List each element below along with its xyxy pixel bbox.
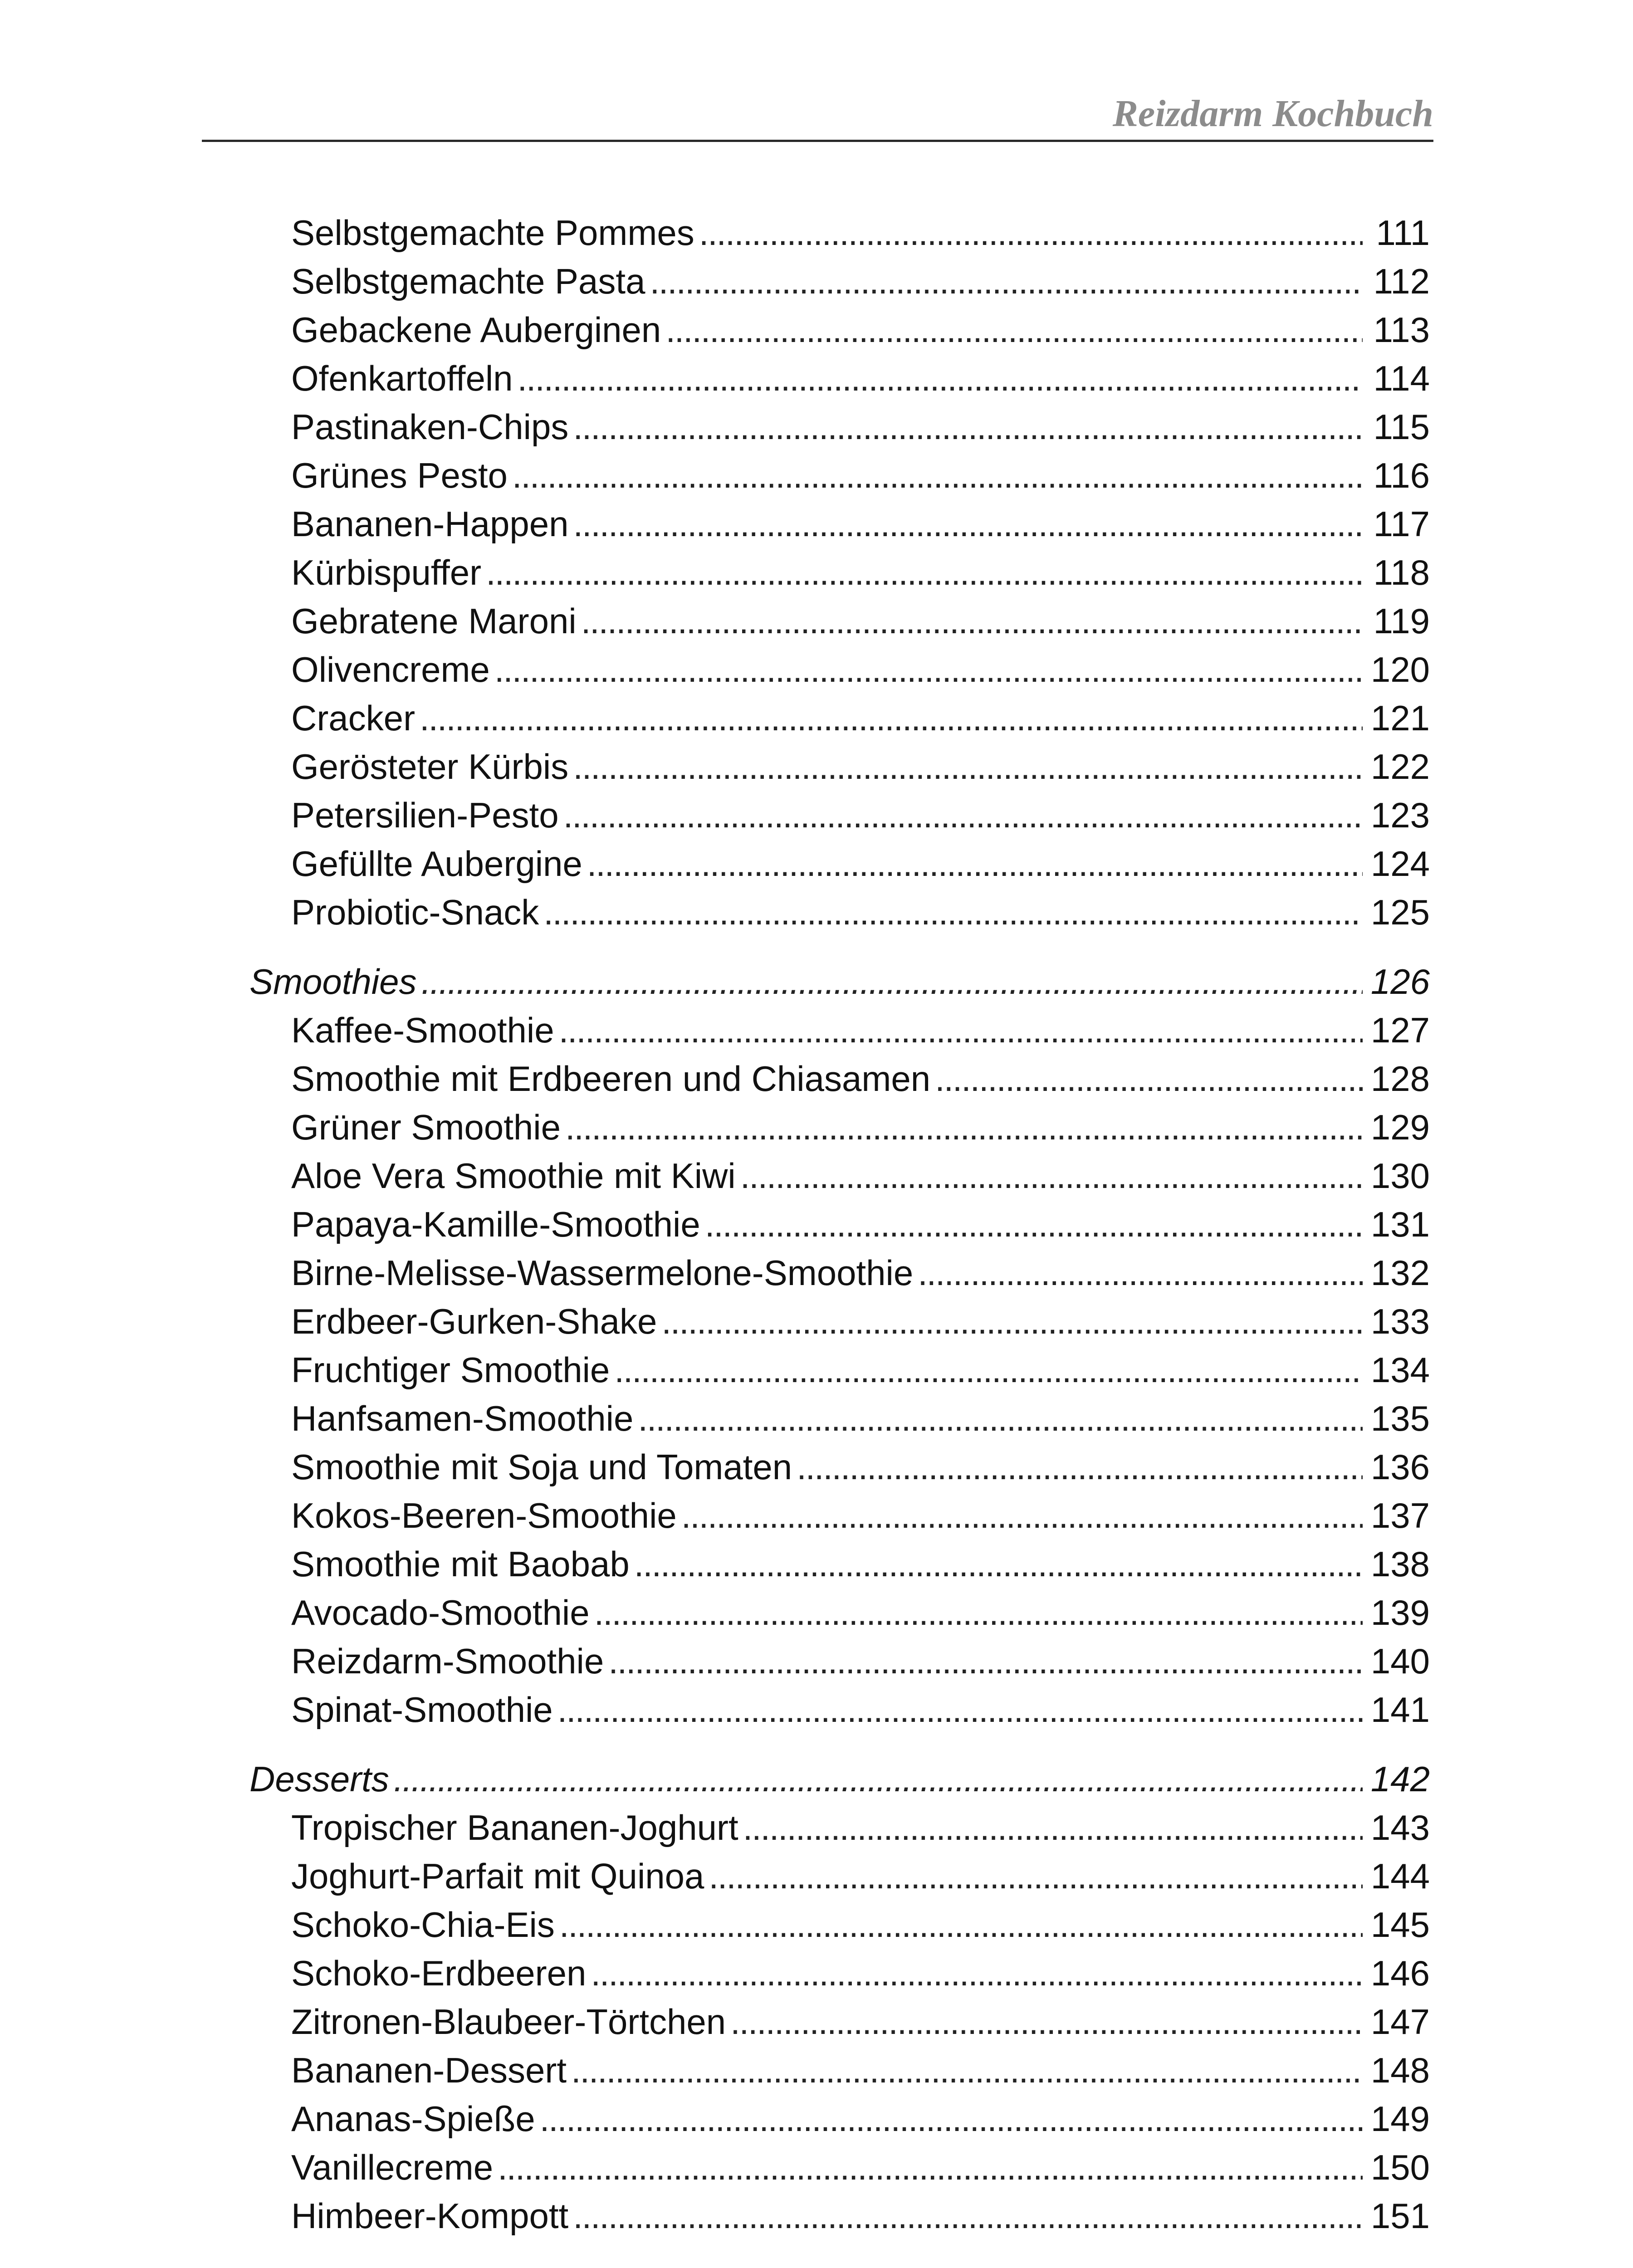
toc-page-number: 141 — [1370, 1690, 1430, 1730]
dot-leader — [486, 548, 1363, 597]
page-header — [202, 82, 1433, 145]
toc-entry[interactable] — [249, 1103, 1430, 1152]
toc-page-number: 148 — [1370, 2050, 1430, 2090]
toc-page-number: 112 — [1373, 261, 1430, 301]
toc-entry[interactable] — [249, 840, 1430, 888]
section-spacer — [249, 1734, 1430, 1755]
toc-page-number: 131 — [1370, 1204, 1430, 1244]
toc-page-number: 115 — [1373, 407, 1430, 447]
toc-page-number: 140 — [1370, 1641, 1430, 1681]
toc-entry[interactable] — [249, 500, 1430, 548]
toc-page-number: 132 — [1370, 1253, 1430, 1293]
toc-entry[interactable] — [249, 1443, 1430, 1491]
toc-page-number: 124 — [1370, 844, 1430, 884]
dot-leader — [543, 888, 1363, 937]
toc-page-number: 114 — [1373, 358, 1430, 398]
dot-leader — [665, 306, 1363, 354]
toc-entry-title: Reizdarm-Smoothie — [291, 1641, 604, 1681]
toc-entry-title: Tropischer Bananen-Joghurt — [291, 1808, 738, 1848]
toc-entry-title: Zitronen-Blaubeer-Törtchen — [291, 2002, 726, 2042]
toc-entry-title: Smoothie mit Erdbeeren und Chiasamen — [291, 1059, 931, 1099]
toc-section-title: Desserts — [249, 1759, 389, 1799]
toc-page-number: 126 — [1370, 962, 1430, 1002]
toc-entry[interactable] — [249, 1686, 1430, 1734]
toc-page-number: 116 — [1373, 455, 1430, 495]
dot-leader — [650, 257, 1363, 306]
toc-entry-title: Selbstgemachte Pasta — [291, 261, 645, 301]
toc-entry-title: Fruchtiger Smoothie — [291, 1350, 610, 1390]
toc-entry-title: Schoko-Chia-Eis — [291, 1905, 555, 1945]
toc-page-number: 113 — [1373, 310, 1430, 350]
toc-entry-title: Hanfsamen-Smoothie — [291, 1398, 634, 1438]
dot-leader — [594, 1589, 1363, 1637]
toc-entry-title: Selbstgemachte Pommes — [291, 213, 694, 253]
toc-page-number: 119 — [1373, 601, 1430, 641]
toc-entry[interactable] — [249, 1249, 1430, 1297]
toc-entry-title: Birne-Melisse-Wassermelone-Smoothie — [291, 1253, 914, 1293]
toc-page-number: 117 — [1373, 504, 1430, 544]
toc-entry-title: Gebackene Auberginen — [291, 310, 661, 350]
toc-entry-title: Smoothie mit Baobab — [291, 1544, 630, 1584]
dot-leader — [638, 1394, 1362, 1443]
toc-section-heading[interactable] — [249, 1755, 1430, 1804]
header-rule — [202, 140, 1433, 142]
toc-page-number: 135 — [1370, 1398, 1430, 1438]
dot-leader — [743, 1804, 1363, 1852]
dot-leader — [518, 354, 1363, 403]
dot-leader — [565, 1103, 1363, 1152]
dot-leader — [591, 1949, 1362, 1998]
dot-leader — [573, 2192, 1363, 2240]
toc-page-number: 137 — [1370, 1496, 1430, 1535]
toc-entry[interactable] — [249, 257, 1430, 306]
toc-entry[interactable] — [249, 306, 1430, 354]
toc-entry-title: Cracker — [291, 698, 416, 738]
dot-leader — [563, 791, 1363, 840]
toc-page-number: 143 — [1370, 1808, 1430, 1848]
toc-page-number: 147 — [1370, 2002, 1430, 2042]
dot-leader — [420, 694, 1363, 743]
dot-leader — [394, 1755, 1363, 1804]
toc-entry-title: Pastinaken-Chips — [291, 407, 569, 447]
toc-page-number: 123 — [1370, 795, 1430, 835]
dot-leader — [557, 1686, 1363, 1734]
dot-leader — [573, 500, 1363, 548]
toc-page-number: 121 — [1370, 698, 1430, 738]
toc-entry-title: Ofenkartoffeln — [291, 358, 513, 398]
toc-entry-title: Smoothie mit Soja und Tomaten — [291, 1447, 792, 1487]
section-spacer — [249, 937, 1430, 958]
toc-entry-title: Ananas-Spieße — [291, 2099, 535, 2139]
dot-leader — [540, 2095, 1363, 2143]
toc-entry[interactable] — [249, 888, 1430, 937]
toc-page-number: 118 — [1373, 552, 1430, 592]
toc-page-number: 150 — [1370, 2147, 1430, 2187]
dot-leader — [730, 1998, 1363, 2046]
toc-entry-title: Joghurt-Parfait mit Quinoa — [291, 1856, 704, 1896]
toc-entry[interactable] — [249, 743, 1430, 791]
toc-section-title: Smoothies — [249, 962, 417, 1002]
toc-page-number: 151 — [1370, 2196, 1430, 2236]
dot-leader — [935, 1055, 1363, 1103]
dot-leader — [571, 2046, 1363, 2095]
toc-page-number: 139 — [1370, 1593, 1430, 1633]
toc-entry-title: Kaffee-Smoothie — [291, 1010, 554, 1050]
toc-entry-title: Himbeer-Kompott — [291, 2196, 569, 2236]
dot-leader — [918, 1249, 1363, 1297]
toc-page-number: 125 — [1370, 892, 1430, 932]
toc-entry[interactable] — [249, 791, 1430, 840]
dot-leader — [740, 1152, 1363, 1200]
dot-leader — [559, 1006, 1363, 1055]
toc-entry-title: Kokos-Beeren-Smoothie — [291, 1496, 677, 1535]
toc-section-heading[interactable] — [249, 958, 1430, 1006]
toc-page-number: 142 — [1370, 1759, 1430, 1799]
toc-entry[interactable] — [249, 1901, 1430, 1949]
toc-entry-title: Gebratene Maroni — [291, 601, 577, 641]
toc-page-number: 138 — [1370, 1544, 1430, 1584]
toc-page-number: 133 — [1370, 1301, 1430, 1341]
dot-leader — [608, 1637, 1363, 1686]
toc-entry-title: Avocado-Smoothie — [291, 1593, 590, 1633]
toc-entry[interactable] — [249, 1804, 1430, 1852]
dot-leader — [559, 1901, 1363, 1949]
toc-entry[interactable] — [249, 451, 1430, 500]
toc-page-number: 130 — [1370, 1156, 1430, 1196]
toc-entry-title: Grüner Smoothie — [291, 1107, 561, 1147]
toc-entry-title: Gerösteter Kürbis — [291, 747, 569, 787]
toc-entry-title: Spinat-Smoothie — [291, 1690, 553, 1730]
toc-entry[interactable] — [249, 1200, 1430, 1249]
toc-entry-title: Grünes Pesto — [291, 455, 508, 495]
dot-leader — [614, 1346, 1363, 1394]
toc-entry[interactable] — [249, 597, 1430, 645]
dot-leader — [709, 1852, 1362, 1901]
toc-page-number: 128 — [1370, 1059, 1430, 1099]
toc-entry-title: Petersilien-Pesto — [291, 795, 559, 835]
toc-entry-title: Papaya-Kamille-Smoothie — [291, 1204, 700, 1244]
toc-entry[interactable] — [249, 2046, 1430, 2095]
dot-leader — [573, 403, 1363, 451]
toc-entry[interactable] — [249, 1055, 1430, 1103]
toc-page-number: 120 — [1370, 650, 1430, 689]
dot-leader — [634, 1540, 1363, 1589]
dot-leader — [581, 597, 1363, 645]
toc-entry-title: Gefüllte Aubergine — [291, 844, 582, 884]
toc-page-number: 129 — [1370, 1107, 1430, 1147]
toc-entry[interactable] — [249, 1394, 1430, 1443]
table-of-contents — [249, 209, 1430, 2240]
toc-entry-title: Bananen-Happen — [291, 504, 569, 544]
toc-entry[interactable] — [249, 2143, 1430, 2192]
toc-page-number: 127 — [1370, 1010, 1430, 1050]
toc-entry[interactable] — [249, 1852, 1430, 1901]
toc-entry-title: Probiotic-Snack — [291, 892, 539, 932]
toc-entry-title: Erdbeer-Gurken-Shake — [291, 1301, 657, 1341]
toc-entry[interactable] — [249, 403, 1430, 451]
toc-entry[interactable] — [249, 1949, 1430, 1998]
toc-entry-title: Aloe Vera Smoothie mit Kiwi — [291, 1156, 736, 1196]
dot-leader — [498, 2143, 1363, 2192]
dot-leader — [421, 958, 1363, 1006]
toc-entry[interactable] — [249, 1346, 1430, 1394]
toc-page-number: 111 — [1376, 213, 1430, 253]
toc-page-number: 144 — [1370, 1856, 1430, 1896]
dot-leader — [587, 840, 1363, 888]
dot-leader — [512, 451, 1363, 500]
toc-entry[interactable] — [249, 2095, 1430, 2143]
toc-entry[interactable] — [249, 1637, 1430, 1686]
toc-entry[interactable] — [249, 1152, 1430, 1200]
toc-entry[interactable] — [249, 1006, 1430, 1055]
toc-entry-title: Olivencreme — [291, 650, 490, 689]
toc-entry-title: Schoko-Erdbeeren — [291, 1953, 587, 1993]
toc-page-number: 146 — [1370, 1953, 1430, 1993]
toc-page-number: 145 — [1370, 1905, 1430, 1945]
toc-entry[interactable] — [249, 645, 1430, 694]
toc-page-number: 122 — [1370, 747, 1430, 787]
dot-leader — [797, 1443, 1363, 1491]
toc-entry[interactable] — [249, 2192, 1430, 2240]
toc-entry[interactable] — [249, 1589, 1430, 1637]
toc-entry[interactable] — [249, 354, 1430, 403]
toc-entry[interactable] — [249, 1540, 1430, 1589]
toc-entry[interactable] — [249, 1297, 1430, 1346]
dot-leader — [699, 209, 1363, 257]
toc-entry[interactable] — [249, 1491, 1430, 1540]
dot-leader — [705, 1200, 1363, 1249]
toc-entry[interactable] — [249, 209, 1430, 257]
toc-page-number: 134 — [1370, 1350, 1430, 1390]
toc-page-number: 149 — [1370, 2099, 1430, 2139]
toc-entry[interactable] — [249, 1998, 1430, 2046]
toc-page-number: 136 — [1370, 1447, 1430, 1487]
dot-leader — [573, 743, 1363, 791]
toc-entry-title: Vanillecreme — [291, 2147, 494, 2187]
running-title: Reizdarm Kochbuch — [1112, 93, 1433, 135]
toc-entry-title: Bananen-Dessert — [291, 2050, 567, 2090]
dot-leader — [661, 1297, 1362, 1346]
dot-leader — [681, 1491, 1363, 1540]
toc-entry[interactable] — [249, 694, 1430, 743]
dot-leader — [494, 645, 1363, 694]
toc-entry-title: Kürbispuffer — [291, 552, 482, 592]
toc-entry[interactable] — [249, 548, 1430, 597]
